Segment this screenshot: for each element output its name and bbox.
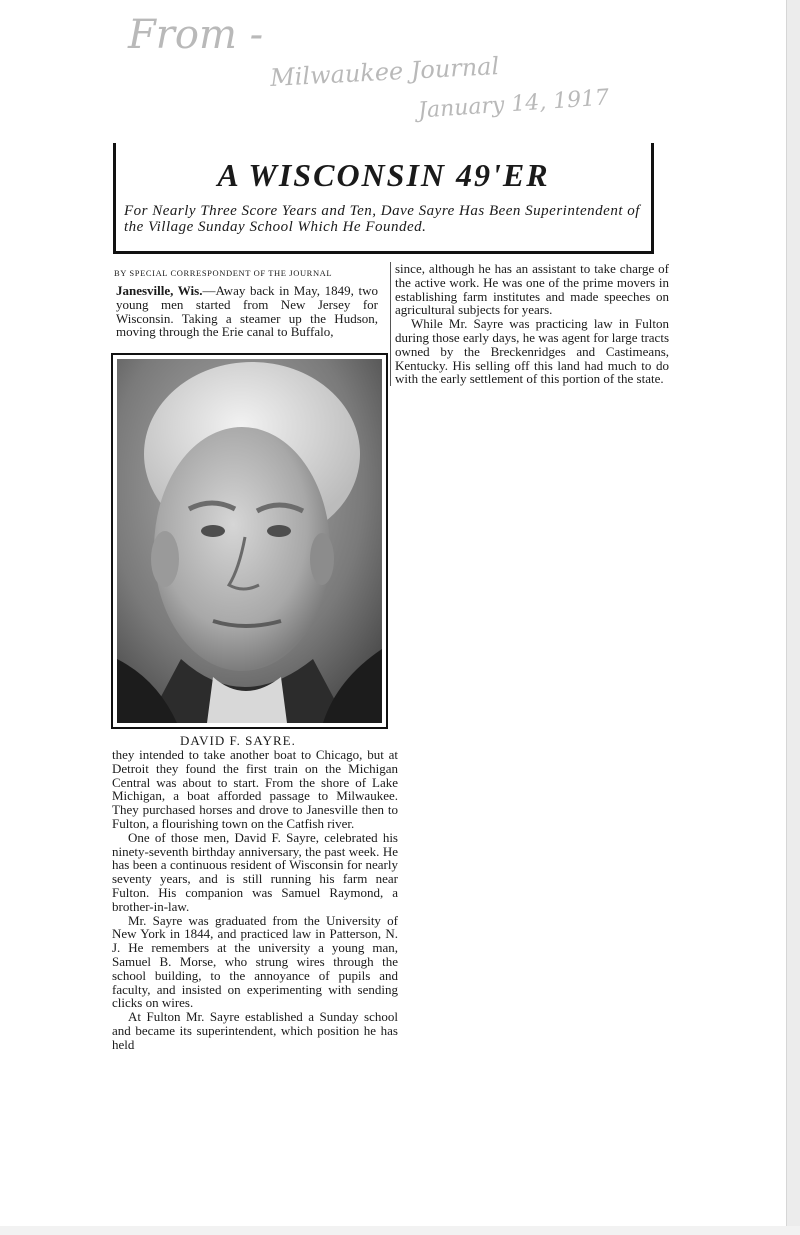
article-column-left-bottom — [112, 748, 398, 1052]
article-column-right — [390, 262, 669, 386]
paragraph-4: At Fulton Mr. Sayre established a Sunday school and became its superintendent, which position he has held — [112, 1009, 398, 1052]
handwritten-note-source: Milwaukee Journal — [269, 52, 500, 92]
subheadline: For Nearly Three Score Years and Ten, Dave Sayre Has Been Superintendent of the Village Sunday School Which He Founded. — [124, 203, 640, 235]
paragraph-1 — [116, 284, 378, 339]
handwritten-note-date: January 14, 1917 — [417, 85, 610, 124]
paragraph-2: One of those men, David F. Sayre, celebrated his ninety-seventh birthday anniversary, the past week. He has been a continuous resident of Wisconsin for nearly seventy years, and is still running his farm near Fulton. His companion was Samuel Raymond, a brother-in-law. — [112, 829, 398, 914]
paragraph-5: While Mr. Sayre was practicing law in Fulton during those early days, he was agent for large tracts owned by the Breckenridges and Castimeans, Kentucky. His selling off this land had much to do with the early settlement of this portion of the state. — [395, 316, 669, 387]
scan-edge-right — [786, 0, 800, 1235]
headline: A WISCONSIN 49'ER — [217, 157, 550, 193]
handwritten-note-from: From - — [128, 12, 264, 58]
portrait-photo — [111, 353, 388, 729]
paragraph-4-continued: since, although he has an assistant to take charge of the active work. He was one of the prime movers in establishing farm institutes and made speeches on agricultural subjects for years. — [395, 261, 669, 318]
byline: BY SPECIAL CORRESPONDENT OF THE JOURNAL — [114, 268, 333, 278]
paragraph-1-continued: they intended to take another boat to Chicago, but at Detroit they found the first train on the Michigan Central was about to start. From the shore of Lake Michigan, a boat afforded passage to Milwaukee. They purchased horses and drove to Janesville then to Fulton, a flourishing town on the Catfish river. — [112, 747, 398, 831]
photo-caption: DAVID F. SAYRE. — [180, 733, 296, 748]
article-column-left-top — [116, 284, 378, 339]
portrait-image — [117, 359, 382, 723]
scan-edge-bottom — [0, 1226, 800, 1235]
dateline: Janesville, Wis. — [116, 283, 203, 298]
headline-box — [113, 143, 654, 254]
paragraph-3: Mr. Sayre was graduated from the University of New York in 1844, and practiced law in Patterson, N. J. He remembers at the university a young man, Samuel B. Morse, who strung wires through the school building, to the annoyance of pupils and faculty, and insisted on experimenting with sending clicks on wires. — [112, 912, 398, 1011]
paragraph-1-text: —Away back in May, 1849, two young men started from New Jersey for Wisconsin. Taking a steamer up the Hudson, moving through the Erie canal to Buffalo, — [116, 283, 378, 340]
